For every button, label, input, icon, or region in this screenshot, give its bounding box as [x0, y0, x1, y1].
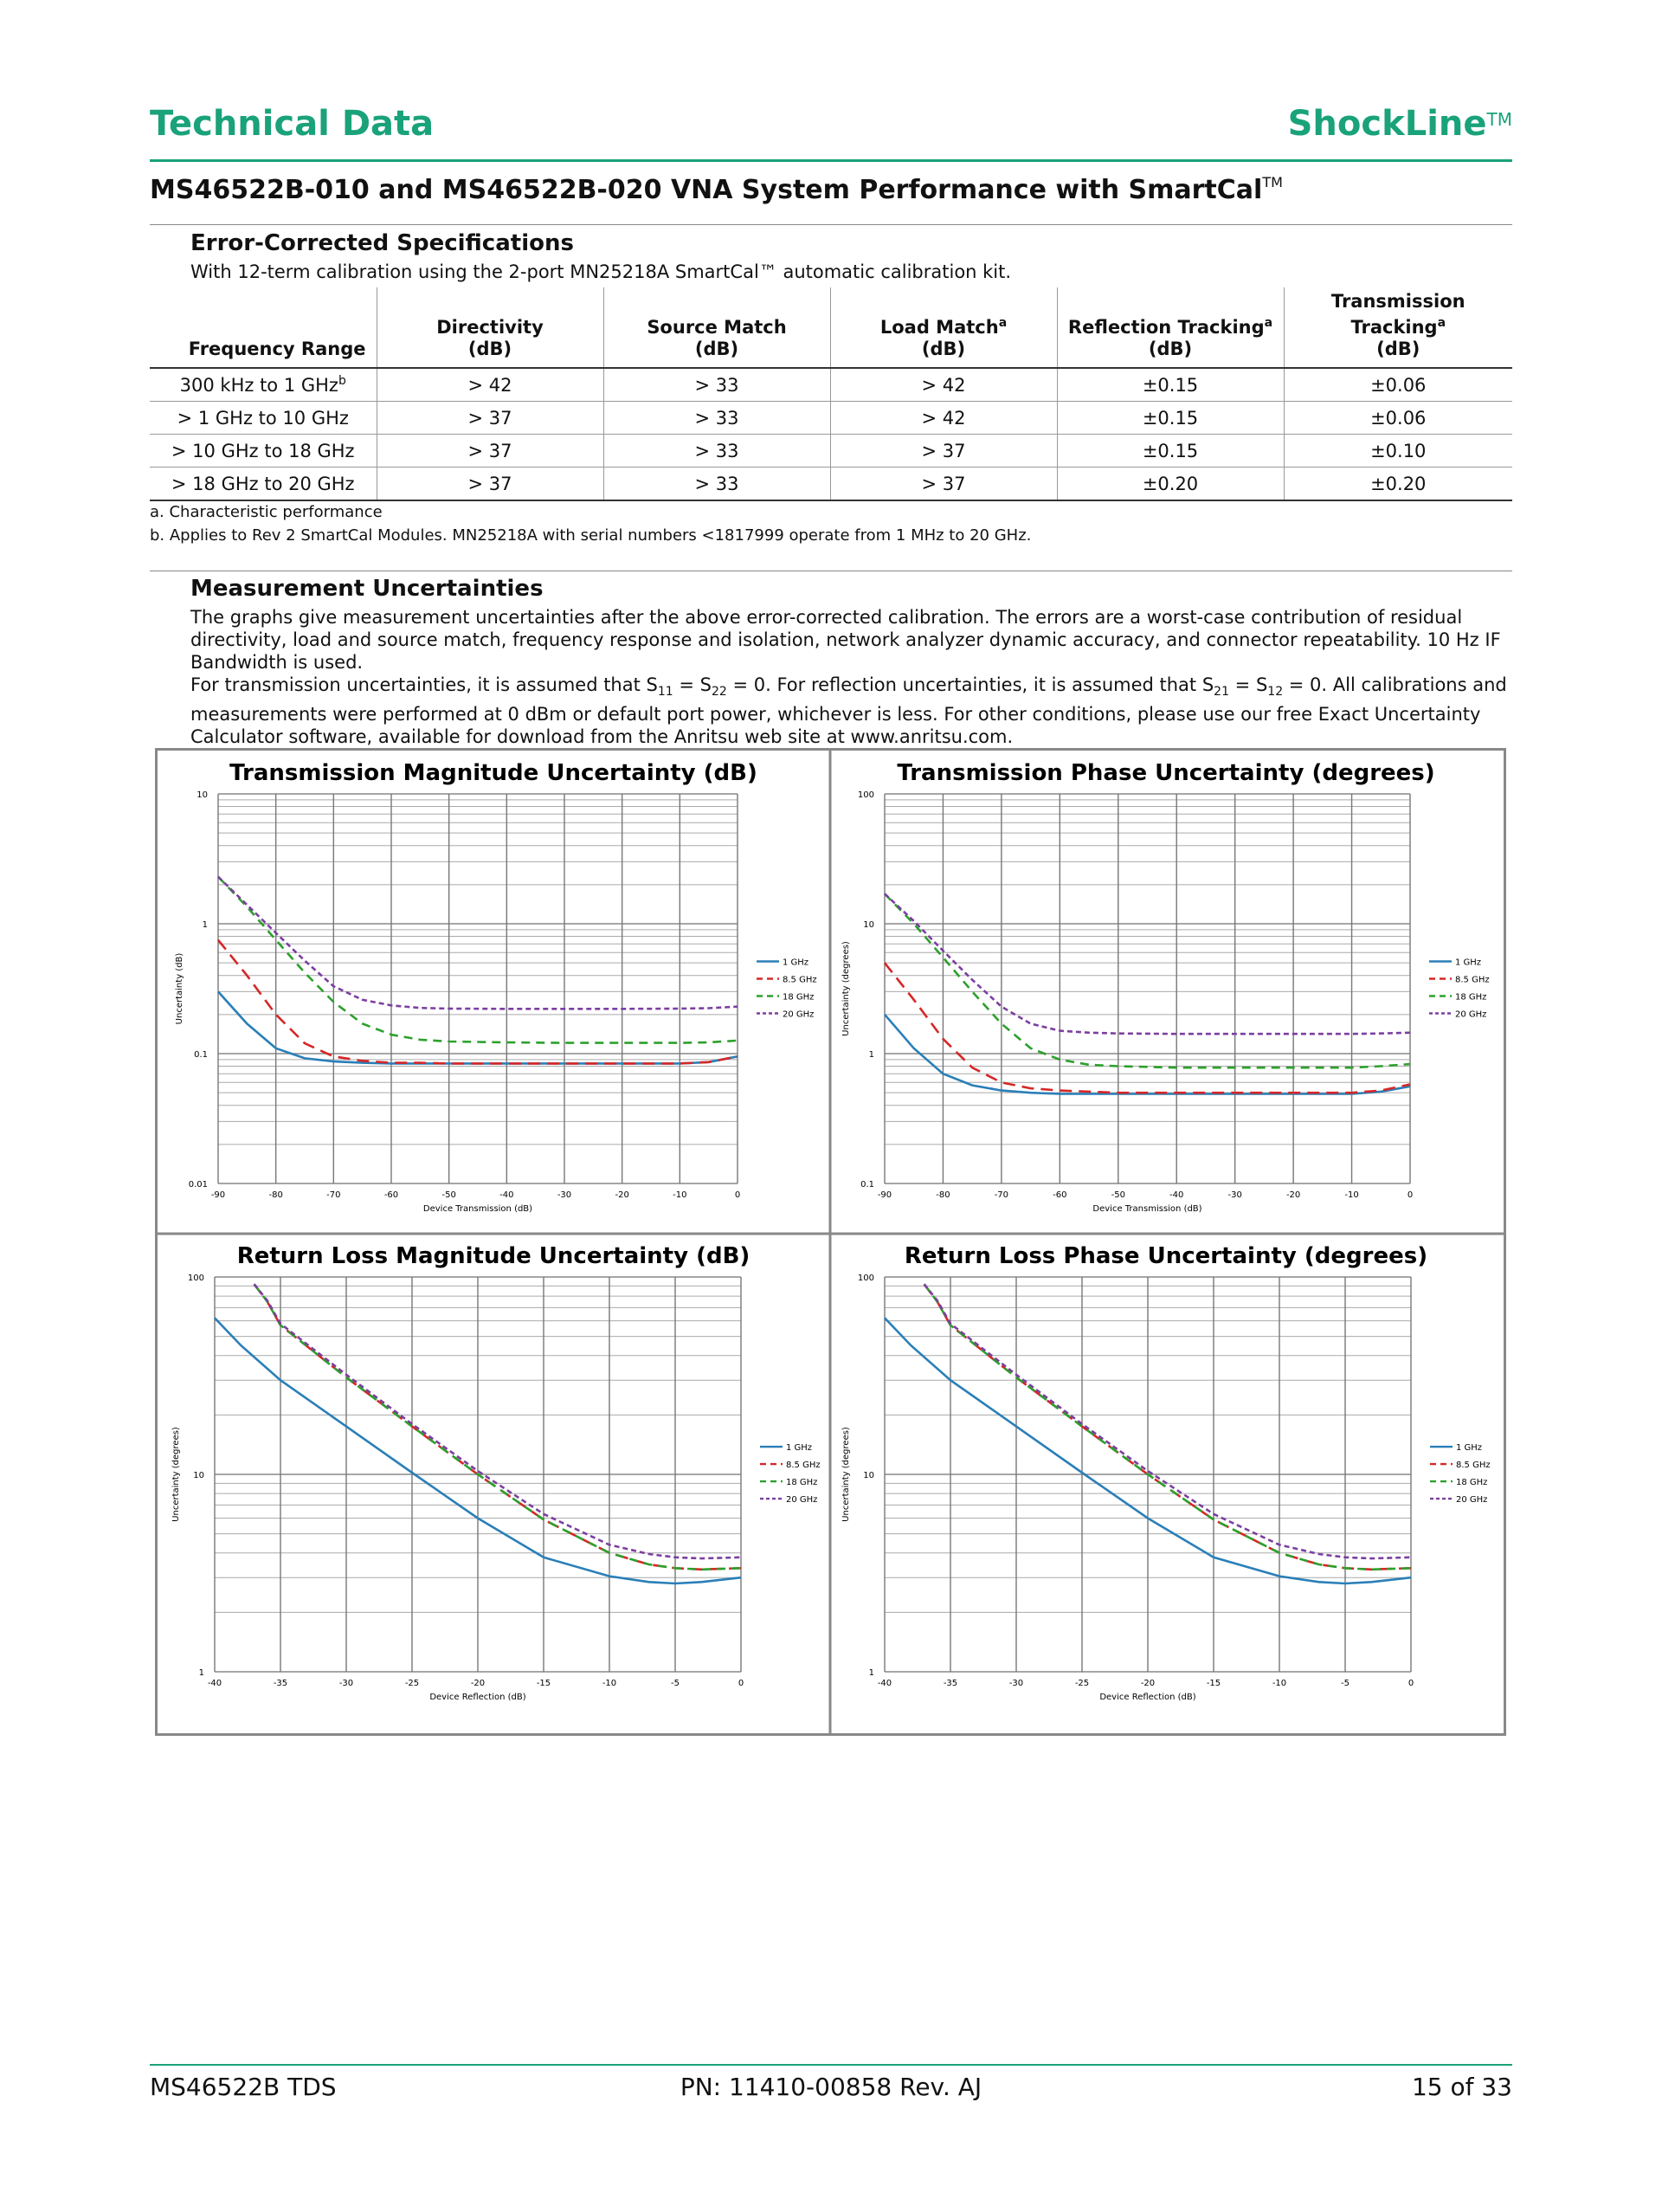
series-line [924, 1284, 1411, 1570]
cell-source-match: > 33 [603, 468, 830, 501]
cell-directivity: > 42 [377, 368, 603, 402]
chart-title: Return Loss Magnitude Uncertainty (dB) [236, 1243, 750, 1269]
x-tick-label: -10 [673, 1190, 687, 1200]
spec-table-header [150, 287, 1512, 368]
y-tick-label: 0.01 [188, 1180, 208, 1190]
chart-title: Transmission Magnitude Uncertainty (dB) [229, 760, 757, 786]
cell-load-match: > 37 [830, 468, 1057, 501]
y-tick-label: 10 [193, 1471, 204, 1480]
x-tick-label: -10 [602, 1679, 617, 1688]
y-axis-label: Uncertainty (degrees) [841, 1427, 851, 1522]
charts-panel [155, 748, 1506, 1736]
x-tick-label: -90 [877, 1190, 892, 1200]
trademark-mark: TM [1486, 109, 1512, 130]
x-tick-label: -40 [877, 1679, 892, 1688]
spec-section-title: Error-Corrected Specifications [190, 230, 574, 256]
x-tick-label: -25 [404, 1679, 420, 1688]
uncertainty-section-title: Measurement Uncertainties [190, 576, 544, 602]
x-tick-label: -60 [1053, 1190, 1067, 1200]
x-tick-label: 0 [1407, 1190, 1414, 1200]
chart-4 [841, 1243, 1491, 1702]
y-tick-label: 100 [857, 790, 874, 800]
x-tick-label: -60 [383, 1190, 399, 1200]
y-tick-label: 10 [196, 790, 208, 800]
x-tick-label: -15 [1206, 1679, 1221, 1688]
col-line2: Source Match [647, 317, 787, 338]
cell-directivity: > 37 [377, 435, 603, 468]
y-tick-label: 1 [868, 1668, 874, 1678]
cell-reflection-tracking: ±0.20 [1057, 468, 1284, 501]
section-rule [150, 224, 1512, 225]
series-line [218, 940, 738, 1064]
chart-3 [171, 1243, 821, 1702]
page-title [150, 175, 1283, 205]
para-text: The graphs give measurement uncertainties after the above error-corrected calibration. The errors are a worst-case contribution of residual directivity, load and source match, frequency response and isolation, network analyzer dynamic accuracy, and connector repeatability. 10 Hz IF Bandwidth is used. [190, 607, 1501, 673]
col-header [377, 287, 603, 368]
spec-intro: With 12-term calibration using the 2-port MN25218A SmartCal™ automatic calibration kit. [190, 261, 1012, 282]
x-tick-label: -5 [1341, 1679, 1350, 1688]
uncertainty-paragraph: The graphs give measurement uncertainties after the above error-corrected calibration. The errors are a worst-case contribution of residual directivity, load and source match, frequency response and isolation, network analyzer dynamic accuracy, and connector repeatability. 10 Hz IF Bandwidth is used. For transmission uncertainties, it is assumed that $S_{11} = S_{22} = 0$. For reflection uncertainties, it is assumed that $S_{21} = S_{12} = 0$. All calibrations and measurements were performed at 0 dBm or default port power, whichever is less. For other conditions, please use our free Exact Uncertainty Calculator software, available for download from the Anritsu web site at www.anritsu.com. [190, 607, 1507, 748]
col-line2: Directivity [436, 317, 544, 338]
col-line2: Reflection Tracking$^a$ [1067, 316, 1273, 338]
col-line2: Tracking$^a$ [1350, 316, 1446, 338]
col-header [150, 287, 377, 368]
legend-label: 1 GHz [1456, 1443, 1483, 1454]
col-line3: (dB) [1376, 339, 1420, 359]
legend-label: 18 GHz [1456, 1478, 1488, 1488]
legend-label: 20 GHz [786, 1495, 818, 1506]
cell-range: > 10 GHz to 18 GHz [150, 435, 377, 468]
series-line [254, 1284, 741, 1570]
x-axis-label: Device Reflection (dB) [429, 1693, 526, 1702]
legend-label: 1 GHz [1455, 958, 1482, 968]
cell-source-match: > 33 [603, 435, 830, 468]
x-tick-label: -25 [1074, 1679, 1090, 1688]
cell-transmission-tracking: ±0.06 [1284, 402, 1512, 435]
series-line [254, 1284, 741, 1570]
table-row [150, 468, 1512, 501]
x-tick-label: 0 [1408, 1679, 1414, 1688]
col-header [1057, 287, 1284, 368]
legend-label: 18 GHz [786, 1478, 818, 1488]
x-tick-label: -20 [1140, 1679, 1156, 1688]
cell-transmission-tracking: ±0.20 [1284, 468, 1512, 501]
legend-label: 20 GHz [1456, 1495, 1488, 1506]
cell-transmission-tracking: ±0.06 [1284, 368, 1512, 402]
series-line [924, 1284, 1411, 1570]
col-header [603, 287, 830, 368]
col-line3: (dB) [467, 339, 512, 359]
x-tick-label: -50 [1111, 1190, 1125, 1200]
col-line3: Frequency Range [188, 339, 366, 359]
y-tick-label: 10 [863, 1471, 874, 1480]
cell-transmission-tracking: ±0.10 [1284, 435, 1512, 468]
x-axis-label: Device Transmission (dB) [1092, 1204, 1202, 1214]
cell-range: > 1 GHz to 10 GHz [150, 402, 377, 435]
col-line3: (dB) [1148, 339, 1193, 359]
x-tick-label: -10 [1272, 1679, 1287, 1688]
x-axis-label: Device Transmission (dB) [422, 1204, 533, 1214]
spec-table [150, 287, 1512, 501]
col-header [1284, 287, 1512, 368]
series-line [218, 877, 738, 1043]
x-tick-label: -80 [268, 1190, 283, 1200]
table-row [150, 368, 1512, 402]
cell-load-match: > 37 [830, 435, 1057, 468]
series-line [218, 991, 738, 1063]
legend-label: 1 GHz [786, 1443, 813, 1454]
legend-label: 18 GHz [783, 992, 815, 1003]
legend-label: 8.5 GHz [1455, 975, 1490, 985]
footnote-b: b. Applies to Rev 2 SmartCal Modules. MN25218A with serial numbers <1817999 operate from 1 MHz to 20 GHz. [150, 526, 1032, 545]
cell-reflection-tracking: ±0.15 [1057, 402, 1284, 435]
cell-reflection-tracking: ±0.15 [1057, 435, 1284, 468]
footnote-a: a. Characteristic performance [150, 503, 383, 521]
x-tick-label: -15 [536, 1679, 551, 1688]
page-title-text: MS46522B-010 and MS46522B-020 VNA System Performance with SmartCal [150, 175, 1263, 205]
header-right-title [1288, 104, 1512, 144]
col-header [830, 287, 1057, 368]
y-axis-label: Uncertainty (dB) [175, 952, 184, 1025]
y-tick-label: 0.1 [860, 1180, 874, 1190]
series-line [924, 1284, 1411, 1558]
chart-title: Return Loss Phase Uncertainty (degrees) [904, 1243, 1428, 1269]
y-tick-label: 100 [187, 1274, 204, 1283]
y-tick-label: 0.1 [194, 1050, 208, 1060]
footer-doc-name: MS46522B TDS [150, 2073, 337, 2101]
x-tick-label: -30 [557, 1190, 572, 1200]
cell-range: 300 kHz to 1 GHz$^b$ [150, 368, 377, 402]
chart-2 [841, 760, 1490, 1214]
cell-load-match: > 42 [830, 402, 1057, 435]
col-line2: Load Match$^a$ [879, 316, 1008, 338]
x-tick-label: -20 [1285, 1190, 1301, 1200]
y-tick-label: 100 [857, 1274, 874, 1283]
legend-label: 1 GHz [783, 958, 809, 968]
x-tick-label: -30 [338, 1679, 354, 1688]
series-line [218, 877, 738, 1009]
page-title-mark: TM [1262, 174, 1283, 190]
legend-label: 20 GHz [783, 1009, 815, 1020]
table-row [150, 435, 1512, 468]
footer-rule [150, 2064, 1512, 2066]
y-tick-label: 10 [863, 920, 874, 930]
cell-directivity: > 37 [377, 468, 603, 501]
series-line [254, 1284, 741, 1558]
cell-range: > 18 GHz to 20 GHz [150, 468, 377, 501]
y-axis-label: Uncertainty (degrees) [171, 1427, 181, 1522]
footer-page-number: 15 of 33 [1411, 2073, 1512, 2101]
series-line [885, 893, 1410, 1034]
x-tick-label: -80 [936, 1190, 950, 1200]
chart-title: Transmission Phase Uncertainty (degrees) [897, 760, 1435, 786]
x-tick-label: -40 [207, 1679, 222, 1688]
x-tick-label: -30 [1227, 1190, 1242, 1200]
x-axis-label: Device Reflection (dB) [1099, 1693, 1196, 1702]
cell-load-match: > 42 [830, 368, 1057, 402]
chart-1 [175, 760, 817, 1214]
x-tick-label: -30 [1008, 1679, 1024, 1688]
legend-label: 18 GHz [1455, 992, 1487, 1003]
x-tick-label: -50 [441, 1190, 456, 1200]
cell-directivity: > 37 [377, 402, 603, 435]
cell-reflection-tracking: ±0.15 [1057, 368, 1284, 402]
charts-svg [158, 751, 1504, 1733]
header-rule [150, 159, 1512, 162]
y-tick-label: 1 [202, 920, 208, 930]
x-tick-label: -70 [326, 1190, 341, 1200]
legend-label: 8.5 GHz [1456, 1461, 1491, 1471]
table-row [150, 402, 1512, 435]
x-tick-label: -35 [943, 1679, 958, 1688]
x-tick-label: -20 [470, 1679, 486, 1688]
legend-label: 8.5 GHz [786, 1461, 821, 1471]
y-tick-label: 1 [198, 1668, 204, 1678]
brand-name: ShockLine [1287, 104, 1487, 144]
x-tick-label: -40 [499, 1190, 514, 1200]
x-tick-label: 0 [738, 1679, 744, 1688]
x-tick-label: -10 [1344, 1190, 1359, 1200]
x-tick-label: -70 [994, 1190, 1009, 1200]
series-line [885, 893, 1410, 1067]
x-tick-label: -35 [273, 1679, 288, 1688]
footer-part-number: PN: 11410-00858 Rev. AJ [680, 2073, 982, 2101]
legend-label: 8.5 GHz [783, 975, 817, 985]
y-axis-label: Uncertainty (degrees) [841, 941, 851, 1036]
col-line1: Transmission [1330, 291, 1466, 312]
col-line3: (dB) [921, 339, 966, 359]
header-left-title: Technical Data [150, 104, 435, 144]
cell-source-match: > 33 [603, 368, 830, 402]
legend-label: 20 GHz [1455, 1009, 1487, 1020]
x-tick-label: -40 [1169, 1190, 1184, 1200]
cell-source-match: > 33 [603, 402, 830, 435]
col-line3: (dB) [694, 339, 739, 359]
x-tick-label: -90 [210, 1190, 226, 1200]
x-tick-label: -20 [615, 1190, 629, 1200]
x-tick-label: 0 [734, 1190, 741, 1200]
y-tick-label: 1 [868, 1050, 874, 1060]
x-tick-label: -5 [671, 1679, 680, 1688]
